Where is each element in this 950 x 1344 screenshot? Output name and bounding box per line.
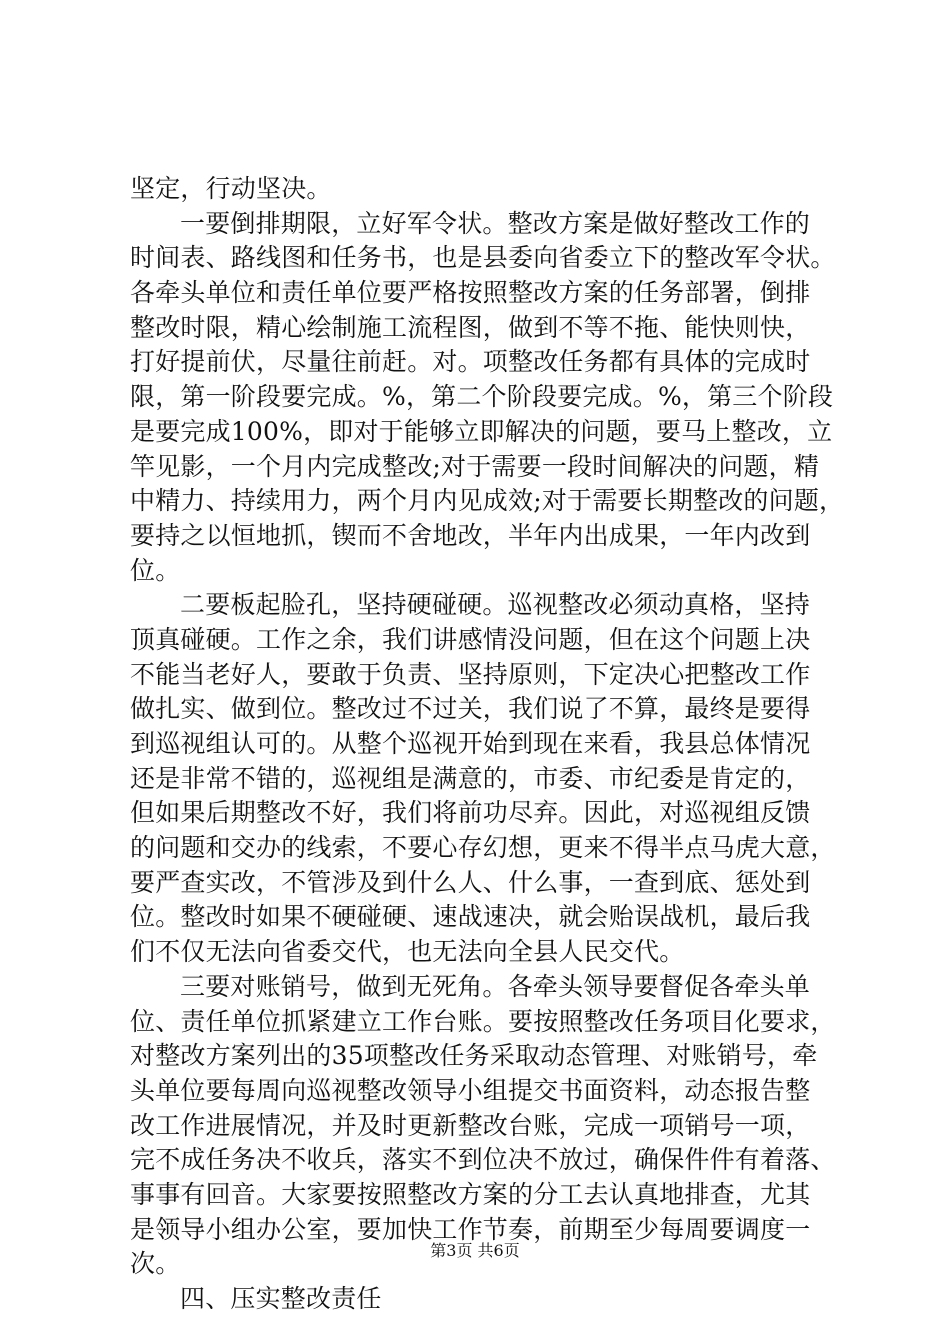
text-line: 各牵头单位和责任单位要严格按照整改方案的任务部署，倒排: [130, 278, 811, 308]
text-line: 头单位要每周向巡视整改领导小组提交书面资料，动态报告整: [130, 1075, 811, 1105]
document-body: [130, 172, 845, 1317]
text-line: 顶真碰硬。工作之余，我们讲感情没问题，但在这个问题上决: [130, 624, 811, 654]
text-line: 限，第一阶段要完成。%，第二个阶段要完成。%，第三个阶段: [130, 382, 834, 412]
text-line: 完不成任务决不收兵，落实不到位决不放过，确保件件有着落、: [130, 1145, 836, 1175]
text-line: 要严查实改，不管涉及到什么人、什么事，一查到底、惩处到: [130, 867, 811, 897]
text-line: 做扎实、做到位。整改过不过关，我们说了不算，最终是要得: [130, 694, 811, 724]
text-line: 次。: [130, 1249, 181, 1279]
text-line: 位。: [130, 555, 181, 585]
text-line: 事事有回音。大家要按照整改方案的分工去认真地排查，尤其: [130, 1179, 811, 1209]
text-line: 要持之以恒地抓，锲而不舍地改，半年内出成果，一年内改到: [130, 520, 811, 550]
paragraph-start-line: 一要倒排期限，立好军令状。整改方案是做好整改工作的: [180, 208, 811, 238]
text-line: 位、责任单位抓紧建立工作台账。要按照整改任务项目化要求，: [130, 1006, 836, 1036]
page-number-label: 第3页 共6页: [430, 1241, 520, 1260]
text-line: 还是非常不错的，巡视组是满意的，市委、市纪委是肯定的，: [130, 763, 811, 793]
text-line: 不能当老好人，要敢于负责、坚持原则，下定决心把整改工作: [130, 659, 811, 689]
text-line: 中精力、持续用力，两个月内见成效;对于需要长期整改的问题，: [130, 486, 845, 516]
text-line: 时间表、路线图和任务书，也是县委向省委立下的整改军令状。: [130, 243, 836, 273]
text-line: 整改时限，精心绘制施工流程图，做到不等不拖、能快则快，: [130, 312, 811, 342]
text-line: 到巡视组认可的。从整个巡视开始到现在来看，我县总体情况: [130, 729, 811, 758]
text-line: 竿见影，一个月内完成整改;对于需要一段时间解决的问题，精: [130, 451, 820, 481]
text-line: 的问题和交办的线索，不要心存幻想，更来不得半点马虎大意，: [130, 833, 836, 863]
text-line: 是领导小组办公室，要加快工作节奏，前期至少每周要调度一: [130, 1214, 811, 1244]
text-line: 是要完成100%，即对于能够立即解决的问题，要马上整改，立: [130, 416, 833, 446]
page-footer: [0, 1240, 950, 1262]
text-line: 坚定，行动坚决。: [130, 174, 332, 203]
text-line: 位。整改时如果不硬碰硬、速战速决，就会贻误战机，最后我: [130, 902, 811, 932]
text-line: 们不仅无法向省委交代，也无法向全县人民交代。: [130, 937, 685, 967]
text-line: 但如果后期整改不好，我们将前功尽弃。因此，对巡视组反馈: [130, 798, 811, 828]
paragraph-start-line: 三要对账销号，做到无死角。各牵头领导要督促各牵头单: [180, 971, 811, 1001]
paragraph-start-line: 二要板起脸孔，坚持硬碰硬。巡视整改必须动真格，坚持: [180, 590, 811, 620]
section-heading: 四、压实整改责任: [180, 1284, 382, 1313]
text-line: 改工作进展情况，并及时更新整改台账，完成一项销号一项，: [130, 1110, 811, 1140]
text-line: 打好提前伏，尽量往前赶。对。项整改任务都有具体的完成时: [130, 347, 811, 377]
text-line: 对整改方案列出的35项整改任务采取动态管理、对账销号，牵: [130, 1041, 818, 1071]
